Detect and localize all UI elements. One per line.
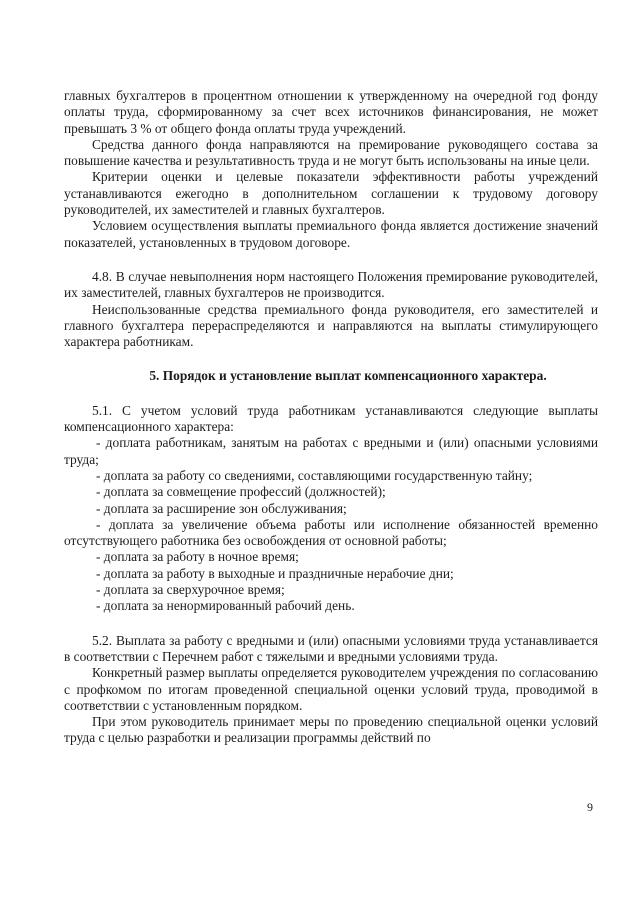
spacer (64, 350, 598, 368)
paragraph-evaluation-criteria: Критерии оценки и целевые показатели эффективности работы учреждений устанавливаются ежегодно в дополнительном соглашении к трудовому договору руководителей, их заместителей и главных бухгалтеров. (64, 169, 598, 218)
spacer (64, 251, 598, 269)
spacer (64, 615, 598, 633)
list-item: - доплата за работу в ночное время; (96, 549, 299, 565)
spacer (64, 385, 598, 403)
list-item: - доплата за увеличение объема работы или исполнение обязанностей временно отсутствующего работника без освобождения от основной работы; (64, 516, 598, 549)
paragraph-special-assessment: При этом руководитель принимает меры по проведению специальной оценки условий труда с целью разработки и реализации программы действий по (64, 714, 598, 746)
paragraph-4-8: 4.8. В случае невыполнения норм настоящего Положения премирование руководителей, их заместителей, главных бухгалтеров не производится. (64, 268, 598, 301)
list-item: - доплата за ненормированный рабочий день. (96, 598, 355, 614)
list-item: - доплата за совмещение профессий (должностей); (96, 484, 386, 500)
list-item: - доплата за расширение зон обслуживания; (96, 500, 347, 516)
list-item: - доплата за сверхурочное время; (96, 582, 285, 598)
page-number: 9 (587, 800, 593, 814)
paragraph-premium-fund-limit: главных бухгалтеров в процентном отношении к утвержденному на очередной год фонду оплаты труда, сформированному за счет всех источников финансирования, не может превышать 3 % от общего фонда оплаты труда учреждений. (64, 88, 598, 136)
paragraph-5-2: 5.2. Выплата за работу с вредными и (или) опасными условиями труда устанавливается в соответствии с Перечнем работ с тяжелыми и вредными условиями труда. (64, 632, 598, 664)
paragraph-payment-amount: Конкретный размер выплаты определяется руководителем учреждения по согласованию с профкомом по итогам проведенной специальной оценки условий труда, проводимой в соответствии с установленным порядком. (64, 665, 598, 713)
compensation-list (64, 435, 598, 614)
paragraph-payment-condition: Условием осуществления выплаты премиального фонда является достижение значений показателей, установленных в трудовом договоре. (64, 218, 598, 250)
list-item: - доплата за работу со сведениями, составляющими государственную тайну; (96, 467, 533, 483)
section-heading-5: 5. Порядок и установление выплат компенсационного характера. (149, 368, 547, 384)
list-item: - доплата работникам, занятым на работах с вредными и (или) опасными условиями труда; (64, 435, 598, 467)
paragraph-fund-purpose: Средства данного фонда направляются на премирование руководящего состава за повышение качества и результативность труда и не могут быть использованы на иные цели. (64, 136, 598, 169)
paragraph-unused-funds: Неиспользованные средства премиального фонда руководителя, его заместителей и главного бухгалтера перераспределяются и направляются на выплаты стимулирующего характера работникам. (64, 301, 598, 350)
paragraph-5-1: 5.1. С учетом условий труда работникам устанавливаются следующие выплаты компенсационного характера: (64, 402, 598, 435)
document-body (64, 88, 598, 747)
list-item: - доплата за работу в выходные и праздничные нерабочие дни; (96, 565, 454, 581)
